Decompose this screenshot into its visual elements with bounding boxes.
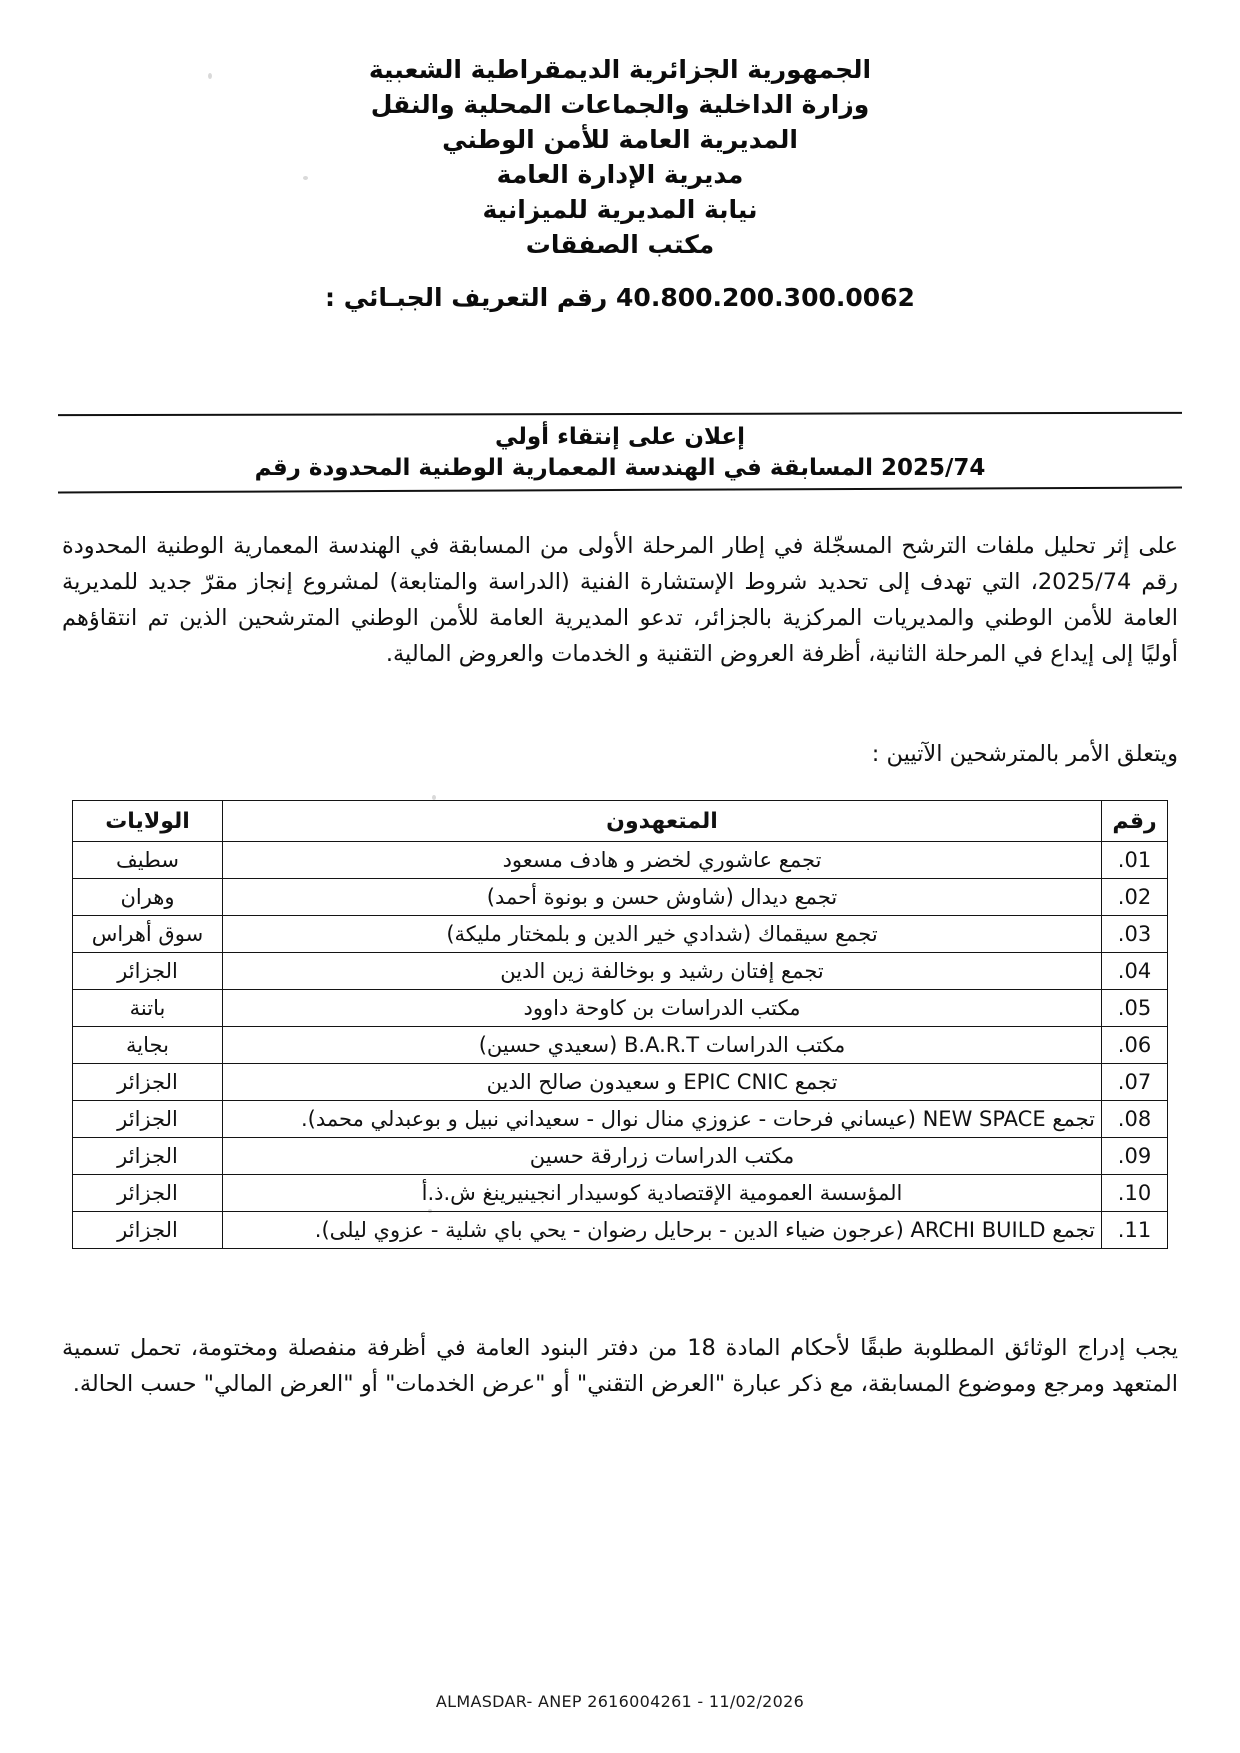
intro-paragraph-part-2: ، التي تهدف إلى تحديد شروط الإستشارة الفنية (الدراسة والمتابعة) لمشروع إنجاز مقرّ جديد للمديرية العامة للأمن الوطني والمديريات المركزية بالجزائر، تدعو المديرية العامة للأمن الوطني المترشحين الذين تم انتقاؤهم أوليًا إلى إيداع في المرحلة الثانية، أظرفة العروض التقنية و الخدمات والعروض المالية. [62, 569, 1178, 667]
row-bidder-name: تجمع NEW SPACE (عيساني فرحات - عزوزي منال نوال - سعيداني نبيل و بوعبدلي محمد). [223, 1101, 1102, 1138]
header-line-admin: مديرية الإدارة العامة [496, 160, 744, 189]
row-wilaya: سطيف [73, 842, 223, 879]
document-header [0, 52, 1240, 262]
row-wilaya: باتنة [73, 990, 223, 1027]
table-row [73, 1027, 1168, 1064]
row-number: .07 [1102, 1064, 1168, 1101]
title-line-2 [58, 453, 1182, 484]
row-bidder-name: تجمع عاشوري لخضر و هادف مسعود [223, 842, 1102, 879]
table-row [73, 842, 1168, 879]
column-header-wilaya: الولايات [73, 801, 223, 842]
title-inner [58, 415, 1182, 489]
title-block [58, 413, 1182, 491]
row-number: .02 [1102, 879, 1168, 916]
column-header-bidders: المتعهدون [223, 801, 1102, 842]
header-line-republic: الجمهورية الجزائرية الديمقراطية الشعبية [368, 55, 872, 84]
row-wilaya: بجاية [73, 1027, 223, 1064]
row-bidder-name: تجمع إفتان رشيد و بوخالفة زين الدين [223, 953, 1102, 990]
table-row [73, 1064, 1168, 1101]
table-row [73, 879, 1168, 916]
table-row [73, 916, 1168, 953]
intro-paragraph-competition-number: 2025/74 [1037, 569, 1132, 595]
row-wilaya: الجزائر [73, 1138, 223, 1175]
bidders-table-body [73, 842, 1168, 1249]
bidders-table-wrapper [72, 800, 1168, 1249]
row-wilaya: الجزائر [73, 1175, 223, 1212]
column-header-number: رقم [1102, 801, 1168, 842]
row-number: .11 [1102, 1212, 1168, 1249]
closing-paragraph: يجب إدراج الوثائق المطلوبة طبقًا لأحكام المادة 18 من دفتر البنود العامة في أظرفة منفصلة ومختومة، تحمل تسمية المتعهد ومرجع وموضوع المسابقة، مع ذكر عبارة "العرض التقني" أو "عرض الخدمات" أو "العرض المالي" حسب الحالة. [62, 1335, 1178, 1397]
header-line-budget: نيابة المديرية للميزانية [482, 195, 758, 224]
table-row [73, 1101, 1168, 1138]
title-competition-text: المسابقة في الهندسة المعمارية الوطنية المحدودة رقم [254, 455, 873, 481]
row-number: .04 [1102, 953, 1168, 990]
table-row [73, 1212, 1168, 1249]
footer-reference: ALMASDAR- ANEP 2616004261 - 11/02/2026 [435, 1692, 805, 1711]
table-row [73, 990, 1168, 1027]
intro-paragraph-part-1: على إثر تحليل ملفات الترشح المسجّلة في إطار المرحلة الأولى من المسابقة في الهندسة المعمارية الوطنية المحدودة رقم [62, 533, 1178, 595]
table-header-row [73, 801, 1168, 842]
row-bidder-name: تجمع EPIC CNIC و سعيدون صالح الدين [223, 1064, 1102, 1101]
candidates-lead-line: ويتعلق الأمر بالمترشحين الآتيين : [871, 741, 1178, 767]
row-number: .10 [1102, 1175, 1168, 1212]
row-bidder-name: مكتب الدراسات B.A.R.T (سعيدي حسين) [223, 1027, 1102, 1064]
row-wilaya: الجزائر [73, 1212, 223, 1249]
title-competition-number: 2025/74 [880, 455, 986, 481]
title-line-1: إعلان على إنتقاء أولي [494, 424, 746, 450]
row-bidder-name: مكتب الدراسات زرارقة حسين [223, 1138, 1102, 1175]
header-line-directorate: المديرية العامة للأمن الوطني [442, 125, 798, 154]
intro-paragraph [62, 528, 1178, 672]
row-wilaya: الجزائر [73, 1101, 223, 1138]
row-number: .06 [1102, 1027, 1168, 1064]
header-line-office: مكتب الصفقات [525, 230, 715, 259]
tax-id-label: رقم التعريف الجبـائي : [325, 283, 608, 312]
row-number: .01 [1102, 842, 1168, 879]
row-number: .05 [1102, 990, 1168, 1027]
row-wilaya: الجزائر [73, 1064, 223, 1101]
bidders-table [72, 800, 1168, 1249]
tax-id-number: 40.800.200.300.0062 [616, 283, 915, 312]
row-number: .03 [1102, 916, 1168, 953]
table-row [73, 1138, 1168, 1175]
row-bidder-name: تجمع سيقماك (شدادي خير الدين و بلمختار مليكة) [223, 916, 1102, 953]
row-wilaya: سوق أهراس [73, 916, 223, 953]
row-bidder-name: مكتب الدراسات بن كاوحة داوود [223, 990, 1102, 1027]
header-line-ministry: وزارة الداخلية والجماعات المحلية والنقل [370, 90, 870, 119]
tax-identification-line [0, 283, 1240, 312]
table-row [73, 953, 1168, 990]
row-number: .09 [1102, 1138, 1168, 1175]
row-wilaya: الجزائر [73, 953, 223, 990]
row-number: .08 [1102, 1101, 1168, 1138]
table-row [73, 1175, 1168, 1212]
row-bidder-name: تجمع ARCHI BUILD (عرجون ضياء الدين - برحايل رضوان - يحي باي شلية - عزوي ليلى). [223, 1212, 1102, 1249]
row-bidder-name: المؤسسة العمومية الإقتصادية كوسيدار انجينيرينغ ش.ذ.أ [223, 1175, 1102, 1212]
row-bidder-name: تجمع ديدال (شاوش حسن و بونوة أحمد) [223, 879, 1102, 916]
row-wilaya: وهران [73, 879, 223, 916]
